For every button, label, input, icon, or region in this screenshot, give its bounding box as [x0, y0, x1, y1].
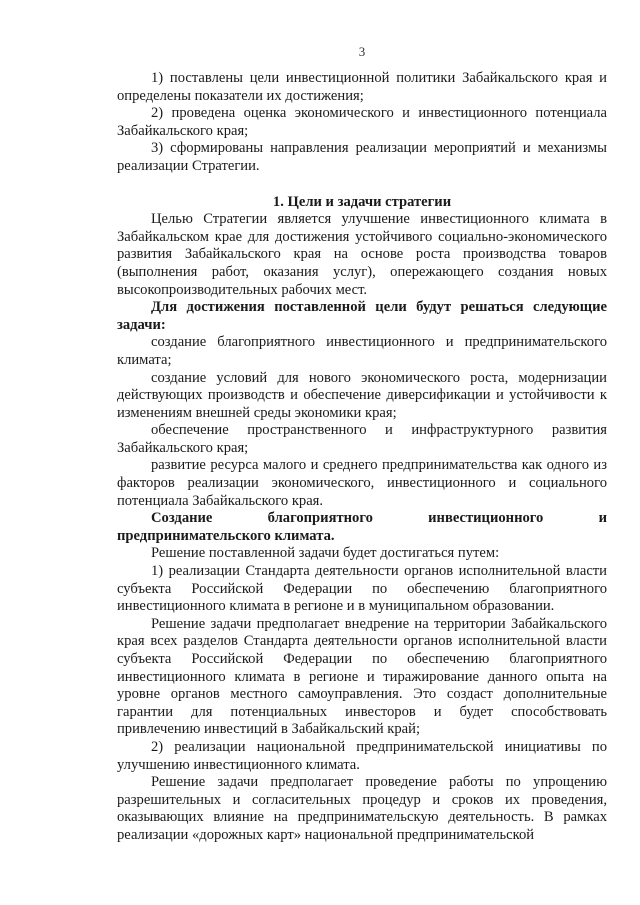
solution-item-2-detail: Решение задачи предполагает проведение работы по упрощению разрешительных и согласительных процедур и сроков их проведения, оказывающих влияние на предпринимательскую деятельность. В рамках реализации «дорожных карт» национальной предпринимательской	[117, 774, 607, 843]
goal-paragraph: Целью Стратегии является улучшение инвестиционного климата в Забайкальском крае для достижения устойчивого социально-экономического развития Забайкальского края на основе роста производства товаров (выполнения работ, оказания услуг), опережающего создания новых высокопроизводительных рабочих мест.	[117, 211, 607, 298]
solution-item-1: 1) реализации Стандарта деятельности органов исполнительной власти субъекта Российской Федерации по обеспечению благоприятного инвестиционного климата в регионе и в муниципальном образовании.	[117, 563, 607, 615]
document-body	[117, 70, 607, 845]
solution-item-1-detail: Решение задачи предполагает внедрение на территории Забайкальского края всех разделов Стандарта деятельности органов исполнительной власти субъекта Российской Федерации по обеспечению благоприятного инвестиционного климата в регионе и тиражирование данного опыта на уровне органов местного самоуправления. Это создаст дополнительные гарантии для потенциальных инвесторов и будет способствовать привлечению инвестиций в Забайкальский край;	[117, 615, 607, 738]
subheading: Создание благоприятного инвестиционного и предпринимательского климата.	[117, 510, 607, 544]
intro-item-1: 1) поставлены цели инвестиционной политики Забайкальского края и определены показатели их достижения;	[117, 70, 607, 104]
task-item-1: создание благоприятного инвестиционного и предпринимательского климата;	[117, 334, 607, 368]
task-item-4: развитие ресурса малого и среднего предпринимательства как одного из факторов реализации экономического, инвестиционного и социального потенциала Забайкальского края.	[117, 457, 607, 509]
task-item-3: обеспечение пространственного и инфраструктурного развития Забайкальского края;	[117, 422, 607, 456]
intro-item-3: 3) сформированы направления реализации мероприятий и механизмы реализации Стратегии.	[117, 140, 607, 174]
solution-item-2: 2) реализации национальной предпринимательской инициативы по улучшению инвестиционного климата.	[117, 738, 607, 773]
solution-intro: Решение поставленной задачи будет достигаться путем:	[151, 545, 500, 562]
page-number: 3	[358, 44, 366, 59]
intro-item-2: 2) проведена оценка экономического и инвестиционного потенциала Забайкальского края;	[117, 105, 607, 139]
task-item-2: создание условий для нового экономического роста, модернизации действующих производств и обеспечение диверсификации и устойчивости к изменениям внешней среды экономики края;	[117, 369, 607, 421]
tasks-intro: Для достижения поставленной цели будут решаться следующие задачи:	[117, 299, 607, 333]
section-heading: 1. Цели и задачи стратегии	[272, 193, 452, 210]
